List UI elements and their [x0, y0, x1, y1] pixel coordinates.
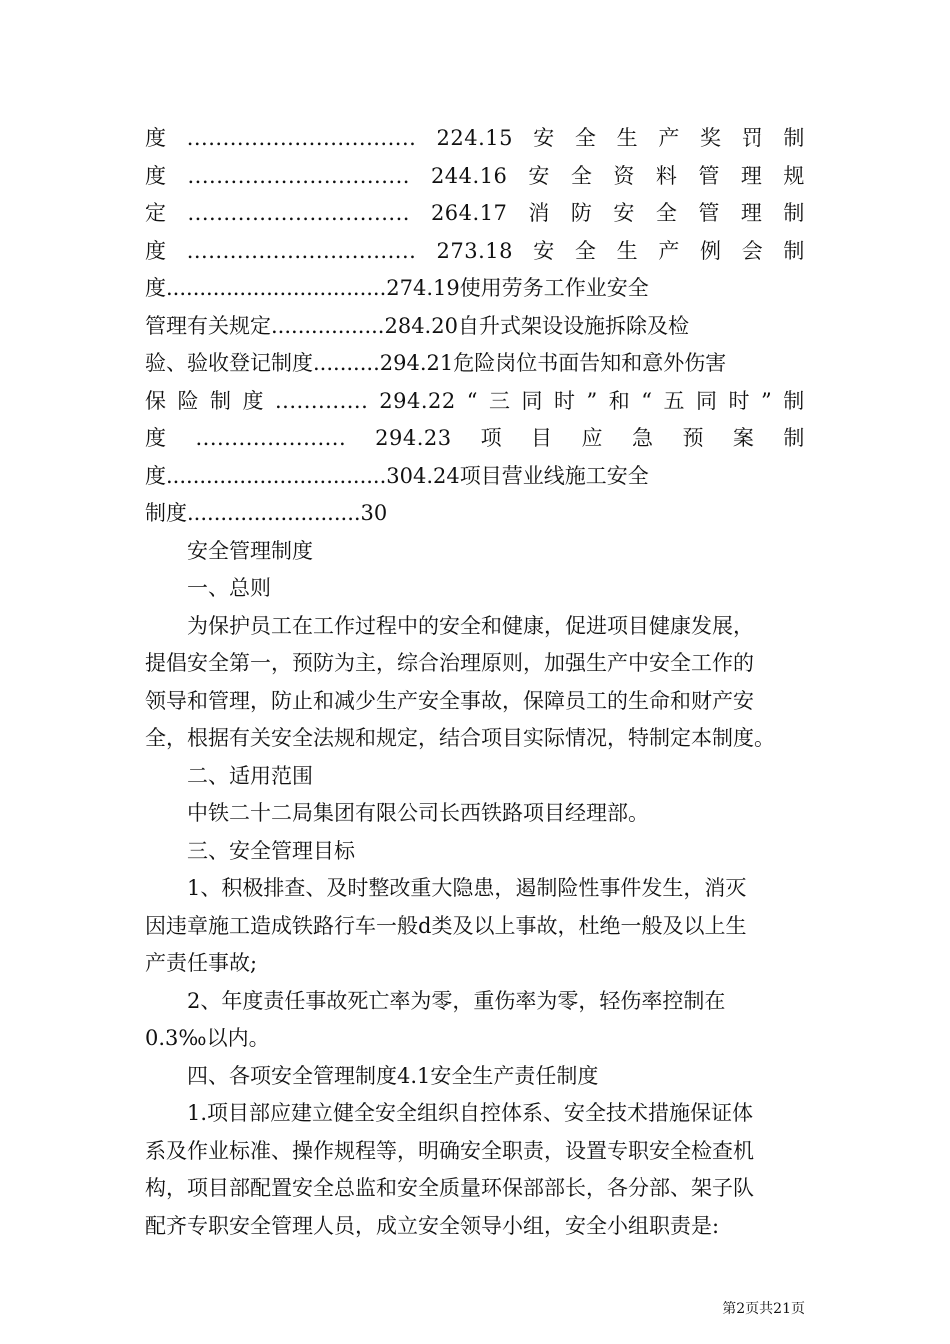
- toc-text: 项: [480, 426, 503, 450]
- toc-text: 消: [528, 201, 550, 225]
- toc-text: ................................: [186, 126, 417, 150]
- body-line: 领导和管理，防止和减少生产安全事故，保障员工的生命和财产安: [145, 688, 754, 713]
- body-line: 提倡安全第一，预防为主，综合治理原则，加强生产中安全工作的: [145, 651, 754, 675]
- body-line: 二、适用范围: [187, 763, 313, 788]
- toc-text: 安: [533, 238, 555, 263]
- body-line: 三、安全管理目标: [187, 838, 355, 863]
- toc-text: 度: [145, 238, 167, 263]
- toc-text: 例: [700, 238, 722, 263]
- toc-text: 管: [698, 201, 720, 225]
- toc-text: 罚: [741, 126, 764, 150]
- body-line: 1、积极排查、及时整改重大隐患，遏制险性事件发生，消灭: [187, 876, 747, 900]
- toc-text: 安: [533, 126, 555, 150]
- toc-text: 资: [613, 163, 635, 188]
- toc-line: [145, 233, 805, 271]
- toc-text: 度: [242, 388, 264, 413]
- toc-text: 三: [489, 388, 511, 413]
- toc-text: 224.15: [436, 126, 513, 150]
- toc-text: 管理有关规定.................284.20自升式架设设施拆除及检: [145, 313, 689, 338]
- body-line: 全，根据有关安全法规和规定，结合项目实际情况，特制定本制度。: [145, 726, 775, 750]
- toc-text: 应: [581, 426, 604, 450]
- toc-text: 度.................................274.19使用劳务工作业安全: [145, 276, 649, 300]
- toc-text: 全: [574, 126, 597, 150]
- table-of-contents: [145, 120, 805, 533]
- body-line: 配齐专职安全管理人员，成立安全领导小组，安全小组职责是:: [145, 1213, 720, 1238]
- toc-line: [145, 195, 805, 233]
- body-line: 安全管理制度: [187, 538, 313, 563]
- toc-text: 全: [574, 238, 597, 263]
- toc-text: 案: [732, 426, 755, 450]
- toc-text: .....................: [195, 426, 347, 450]
- toc-text: 273.18: [436, 238, 513, 263]
- toc-text: ...............................: [187, 163, 410, 188]
- toc-text: 目: [531, 426, 553, 450]
- toc-text: 产: [658, 126, 680, 150]
- toc-text: 防: [570, 201, 593, 225]
- toc-text: 急: [631, 426, 654, 450]
- body-line: 因违章施工造成铁路行车一般d类及以上事故，杜绝一般及以上生: [145, 913, 747, 938]
- toc-text: 同: [521, 388, 544, 413]
- toc-text: .............: [275, 388, 369, 413]
- toc-text: 制: [783, 388, 805, 413]
- toc-text: 全: [655, 201, 678, 225]
- toc-text: 全: [570, 163, 593, 188]
- toc-text: 度: [145, 126, 167, 150]
- toc-text: 制: [210, 388, 232, 413]
- toc-text: 度: [145, 426, 167, 450]
- toc-text: ................................: [186, 238, 417, 263]
- toc-text: 制: [783, 238, 805, 263]
- toc-text: 理: [740, 163, 763, 188]
- toc-text: 制: [783, 126, 805, 150]
- toc-text: 规: [783, 163, 805, 188]
- page-content: [145, 120, 805, 1245]
- toc-text: 294.22: [379, 388, 456, 413]
- toc-text: 预: [682, 426, 704, 450]
- toc-text: 制: [783, 426, 805, 450]
- toc-line: [145, 158, 805, 196]
- body-line: 一、总则: [187, 576, 271, 600]
- toc-text: 验、验收登记制度..........294.21危险岗位书面告知和意外伤害: [145, 351, 727, 375]
- toc-text: 同: [696, 388, 718, 413]
- body-line: 2、年度责任事故死亡率为零，重伤率为零，轻伤率控制在: [187, 988, 726, 1013]
- toc-text: “: [641, 388, 653, 413]
- body-line: 产责任事故;: [145, 951, 258, 975]
- toc-text: 保: [145, 388, 167, 413]
- body-text: [145, 533, 805, 1246]
- toc-text: 294.23: [375, 426, 452, 450]
- toc-text: 理: [740, 201, 763, 225]
- body-line: 0.3‰以内。: [145, 1026, 270, 1050]
- toc-text: 安: [528, 163, 550, 188]
- body-line: 中铁二十二局集团有限公司长西铁路项目经理部。: [187, 801, 649, 825]
- toc-text: 时: [728, 388, 751, 413]
- toc-text: “: [466, 388, 479, 413]
- toc-text: 安: [613, 201, 635, 225]
- toc-text: 时: [554, 388, 576, 413]
- toc-line: [145, 120, 805, 158]
- toc-text: ...............................: [187, 201, 410, 225]
- toc-text: 264.17: [430, 201, 508, 225]
- toc-text: 和: [608, 388, 631, 413]
- toc-text: 料: [655, 163, 678, 188]
- toc-text: 度.................................304.24项目营业线施工安全: [145, 463, 649, 488]
- toc-text: ”: [761, 388, 773, 413]
- toc-text: 制度..........................30: [145, 501, 388, 525]
- toc-text: 生: [616, 126, 639, 150]
- page-footer: 第2页共21页: [722, 1301, 805, 1317]
- toc-text: 会: [741, 238, 764, 263]
- toc-line: [145, 420, 805, 458]
- toc-text: 生: [616, 238, 639, 263]
- toc-text: 管: [698, 163, 720, 188]
- toc-text: 五: [663, 388, 686, 413]
- body-line: 构，项目部配置安全总监和安全质量环保部部长，各分部、架子队: [145, 1176, 754, 1200]
- toc-line: [145, 458, 805, 496]
- body-line: 1.项目部应建立健全安全组织自控体系、安全技术措施保证体: [187, 1101, 754, 1125]
- toc-text: ”: [586, 388, 598, 413]
- toc-text: 度: [145, 163, 167, 188]
- toc-line: [145, 495, 805, 533]
- toc-line: [145, 383, 805, 421]
- toc-text: 产: [658, 238, 680, 263]
- toc-line: [145, 270, 805, 308]
- body-line: 为保护员工在工作过程中的安全和健康，促进项目健康发展，: [187, 613, 754, 638]
- toc-line: [145, 308, 805, 346]
- toc-text: 244.16: [430, 163, 508, 188]
- body-line: 系及作业标准、操作规程等，明确安全职责，设置专职安全检查机: [145, 1138, 754, 1163]
- toc-text: 奖: [700, 126, 722, 150]
- toc-text: 险: [177, 388, 199, 413]
- toc-text: 定: [145, 201, 167, 225]
- toc-text: 制: [783, 201, 805, 225]
- toc-line: [145, 345, 805, 383]
- body-line: 四、各项安全管理制度4.1安全生产责任制度: [187, 1063, 599, 1088]
